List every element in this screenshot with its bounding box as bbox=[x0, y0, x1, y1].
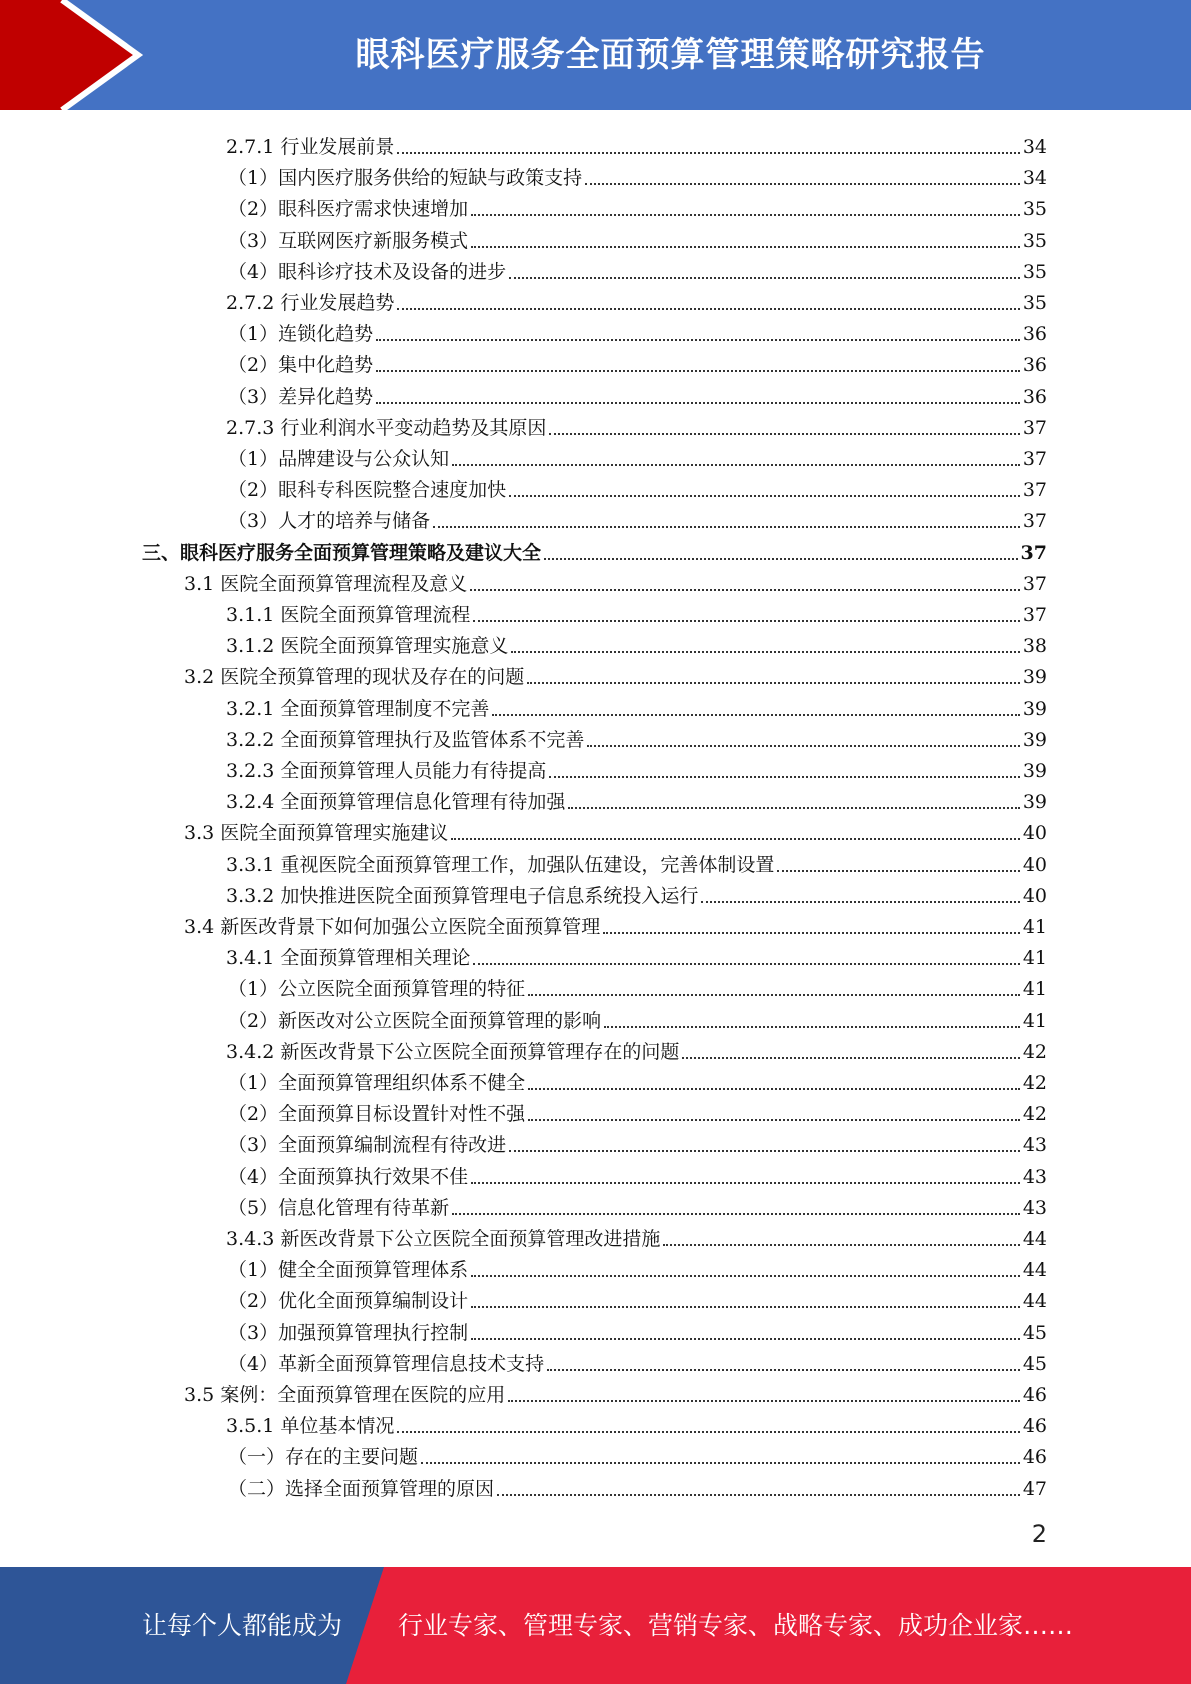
toc-dot-leader bbox=[603, 932, 1020, 934]
toc-entry-page: 42 bbox=[1022, 1072, 1047, 1094]
toc-entry[interactable] bbox=[228, 1314, 1047, 1345]
toc-entry-label: （2）新医改对公立医院全面预算管理的影响 bbox=[228, 1009, 602, 1032]
toc-entry[interactable] bbox=[228, 502, 1047, 533]
toc-entry[interactable] bbox=[226, 1407, 1047, 1438]
toc-entry-label: （2）优化全面预算编制设计 bbox=[228, 1290, 469, 1313]
toc-entry[interactable] bbox=[228, 378, 1047, 409]
toc-entry-page: 35 bbox=[1022, 229, 1047, 252]
toc-dot-leader bbox=[433, 526, 1020, 528]
toc-dot-leader bbox=[471, 214, 1020, 216]
toc-entry[interactable] bbox=[228, 1189, 1047, 1220]
footer-slogan-left: 让每个人都能成为 bbox=[142, 1611, 343, 1640]
header-arrow-icon bbox=[0, 0, 150, 110]
toc-dot-leader bbox=[528, 1088, 1020, 1090]
toc-entry[interactable] bbox=[184, 658, 1047, 689]
toc-entry-page: 39 bbox=[1022, 697, 1047, 720]
toc-entry-label: 3.4.1 全面预算管理相关理论 bbox=[226, 947, 471, 970]
toc-entry[interactable] bbox=[228, 1126, 1047, 1157]
toc-entry-page: 37 bbox=[1022, 448, 1047, 470]
toc-entry-label: （2）眼科专科医院整合速度加快 bbox=[228, 479, 507, 502]
toc-entry[interactable] bbox=[184, 908, 1047, 939]
toc-entry[interactable] bbox=[228, 970, 1047, 1001]
toc-entry[interactable] bbox=[226, 752, 1047, 783]
toc-entry-page: 41 bbox=[1022, 1009, 1047, 1032]
toc-entry-page: 41 bbox=[1022, 916, 1047, 938]
toc-entry-page: 37 bbox=[1022, 479, 1047, 502]
toc-dot-leader bbox=[492, 714, 1019, 716]
toc-dot-leader bbox=[376, 402, 1020, 404]
page-number: 2 bbox=[1031, 1520, 1047, 1548]
toc-entry-page: 36 bbox=[1022, 354, 1047, 377]
toc-entry-page: 44 bbox=[1022, 1290, 1047, 1313]
toc-entry[interactable] bbox=[226, 284, 1047, 315]
toc-entry-label: 3.1.2 医院全面预算管理实施意义 bbox=[226, 635, 509, 658]
toc-entry-page: 40 bbox=[1022, 884, 1047, 907]
toc-entry-page: 43 bbox=[1022, 1134, 1047, 1157]
toc-entry[interactable] bbox=[226, 721, 1047, 752]
toc-dot-leader bbox=[663, 1244, 1019, 1246]
toc-entry-label: 3.3.2 加快推进医院全面预算管理电子信息系统投入运行 bbox=[226, 884, 699, 907]
toc-entry-label: （2）全面预算目标设置针对性不强 bbox=[228, 1103, 526, 1126]
toc-entry-label: 3.1.1 医院全面预算管理流程 bbox=[226, 604, 471, 626]
toc-entry-label: （1）健全全面预算管理体系 bbox=[228, 1259, 469, 1282]
toc-entry-page: 44 bbox=[1022, 1228, 1047, 1250]
toc-entry[interactable] bbox=[228, 1282, 1047, 1313]
toc-entry-label: 2.7.1 行业发展前景 bbox=[226, 136, 395, 158]
toc-entry[interactable] bbox=[226, 877, 1047, 908]
toc-entry[interactable] bbox=[228, 315, 1047, 346]
toc-entry[interactable] bbox=[142, 534, 1047, 565]
toc-entry-label: 2.7.3 行业利润水平变动趋势及其原因 bbox=[226, 416, 547, 439]
toc-dot-leader bbox=[471, 1275, 1020, 1277]
toc-entry[interactable] bbox=[228, 1470, 1047, 1501]
toc-entry-page: 42 bbox=[1022, 1103, 1047, 1126]
toc-entry-page: 40 bbox=[1022, 853, 1047, 876]
toc-entry-page: 34 bbox=[1022, 167, 1047, 190]
toc-dot-leader bbox=[509, 277, 1020, 279]
toc-entry-label: （1）品牌建设与公众认知 bbox=[228, 448, 450, 470]
toc-entry-page: 36 bbox=[1022, 385, 1047, 408]
toc-entry-label: 3.5.1 单位基本情况 bbox=[226, 1415, 395, 1438]
toc-entry-label: （1）公立医院全面预算管理的特征 bbox=[228, 978, 526, 1001]
toc-dot-leader bbox=[549, 776, 1019, 778]
toc-dot-leader bbox=[452, 464, 1020, 466]
toc-dot-leader bbox=[473, 620, 1019, 622]
toc-entry-page: 40 bbox=[1022, 822, 1047, 845]
toc-entry-page: 43 bbox=[1022, 1165, 1047, 1188]
toc-entry[interactable] bbox=[228, 1002, 1047, 1033]
toc-dot-leader bbox=[682, 1057, 1019, 1059]
toc-entry-label: （2）眼科医疗需求快速增加 bbox=[228, 198, 469, 221]
toc-dot-leader bbox=[509, 495, 1020, 497]
toc-dot-leader bbox=[452, 1213, 1020, 1215]
toc-entry-label: 3.4.3 新医改背景下公立医院全面预算管理改进措施 bbox=[226, 1228, 661, 1250]
toc-entry-page: 41 bbox=[1022, 978, 1047, 1001]
toc-entry-label: （3）全面预算编制流程有待改进 bbox=[228, 1134, 507, 1157]
toc-entry-page: 46 bbox=[1022, 1415, 1047, 1438]
toc-entry[interactable] bbox=[228, 1345, 1047, 1376]
toc-dot-leader bbox=[376, 370, 1020, 372]
toc-dot-leader bbox=[568, 807, 1019, 809]
toc-entry-label: 3.2 医院全预算管理的现状及存在的问题 bbox=[184, 666, 525, 689]
toc-entry[interactable] bbox=[228, 1095, 1047, 1126]
toc-entry-page: 43 bbox=[1022, 1196, 1047, 1219]
toc-dot-leader bbox=[376, 339, 1020, 341]
toc-entry-label: （4）革新全面预算管理信息技术支持 bbox=[228, 1352, 545, 1375]
toc-entry[interactable] bbox=[228, 471, 1047, 502]
toc-entry[interactable] bbox=[184, 1376, 1047, 1407]
toc-entry-label: 3.1 医院全面预算管理流程及意义 bbox=[184, 572, 468, 595]
toc-entry-page: 35 bbox=[1022, 292, 1047, 314]
toc-entry-page: 45 bbox=[1022, 1352, 1047, 1375]
toc-entry-page: 41 bbox=[1022, 947, 1047, 970]
footer-banner bbox=[0, 1567, 1191, 1684]
toc-entry-page: 42 bbox=[1022, 1040, 1047, 1063]
toc-entry-label: （3）互联网医疗新服务模式 bbox=[228, 229, 469, 252]
toc-dot-leader bbox=[397, 152, 1019, 154]
toc-dot-leader bbox=[509, 1150, 1020, 1152]
toc-entry-label: （4）眼科诊疗技术及设备的进步 bbox=[228, 260, 507, 283]
toc-dot-leader bbox=[397, 308, 1019, 310]
toc-entry-label: 3.2.4 全面预算管理信息化管理有待加强 bbox=[226, 791, 566, 814]
toc-dot-leader bbox=[397, 1431, 1019, 1433]
toc-entry-page: 37 bbox=[1022, 604, 1047, 626]
toc-dot-leader bbox=[471, 246, 1020, 248]
toc-entry[interactable] bbox=[226, 128, 1047, 159]
toc-entry-page: 47 bbox=[1022, 1477, 1047, 1500]
toc-entry[interactable] bbox=[228, 1251, 1047, 1282]
toc-entry-page: 39 bbox=[1022, 728, 1047, 751]
toc-entry-label: 三、眼科医疗服务全面预算管理策略及建议大全 bbox=[142, 541, 542, 564]
toc-entry-page: 46 bbox=[1022, 1384, 1047, 1406]
toc-entry-page: 37 bbox=[1020, 541, 1047, 564]
toc-dot-leader bbox=[547, 1369, 1020, 1371]
toc-dot-leader bbox=[497, 1494, 1020, 1496]
toc-entry-label: （一）存在的主要问题 bbox=[228, 1446, 419, 1469]
toc-dot-leader bbox=[549, 433, 1019, 435]
toc-dot-leader bbox=[528, 994, 1020, 996]
toc-entry[interactable] bbox=[228, 222, 1047, 253]
toc-entry-label: 3.2.2 全面预算管理执行及监管体系不完善 bbox=[226, 728, 585, 751]
toc-dot-leader bbox=[701, 901, 1019, 903]
toc-entry-page: 44 bbox=[1022, 1259, 1047, 1282]
toc-entry[interactable] bbox=[226, 627, 1047, 658]
toc-dot-leader bbox=[473, 963, 1019, 965]
toc-entry[interactable] bbox=[226, 596, 1047, 627]
toc-entry-label: （二）选择全面预算管理的原因 bbox=[228, 1477, 495, 1500]
toc-entry-label: 2.7.2 行业发展趋势 bbox=[226, 292, 395, 314]
toc-entry-label: 3.4.2 新医改背景下公立医院全面预算管理存在的问题 bbox=[226, 1040, 680, 1063]
toc-entry-label: 3.5 案例：全面预算管理在医院的应用 bbox=[184, 1384, 506, 1406]
toc-entry-label: （3）差异化趋势 bbox=[228, 385, 374, 408]
toc-entry[interactable] bbox=[226, 409, 1047, 440]
toc-entry-page: 46 bbox=[1022, 1446, 1047, 1469]
toc-entry-label: （1）连锁化趋势 bbox=[228, 323, 374, 346]
toc-entry-label: 3.2.1 全面预算管理制度不完善 bbox=[226, 697, 490, 720]
toc-entry[interactable] bbox=[228, 440, 1047, 471]
toc-dot-leader bbox=[470, 589, 1020, 591]
toc-entry[interactable] bbox=[228, 346, 1047, 377]
toc-entry[interactable] bbox=[228, 1438, 1047, 1469]
toc-entry-label: 3.3.1 重视医院全面预算管理工作，加强队伍建设，完善体制设置 bbox=[226, 853, 775, 876]
toc-dot-leader bbox=[471, 1306, 1020, 1308]
document-title: 眼科医疗服务全面预算管理策略研究报告 bbox=[355, 35, 986, 75]
toc-dot-leader bbox=[587, 745, 1019, 747]
toc-dot-leader bbox=[777, 870, 1019, 872]
toc-entry[interactable] bbox=[184, 814, 1047, 845]
toc-entry-page: 39 bbox=[1022, 791, 1047, 814]
toc-entry-page: 37 bbox=[1022, 510, 1047, 533]
toc-entry[interactable] bbox=[226, 939, 1047, 970]
toc-entry-page: 37 bbox=[1022, 572, 1047, 595]
header-bar bbox=[0, 0, 1191, 110]
toc-entry-label: 3.3 医院全面预算管理实施建议 bbox=[184, 822, 449, 845]
toc-dot-leader bbox=[511, 651, 1019, 653]
toc-dot-leader bbox=[471, 1338, 1020, 1340]
toc-entry-label: （3）人才的培养与储备 bbox=[228, 510, 431, 533]
toc-dot-leader bbox=[544, 558, 1018, 560]
toc-entry[interactable] bbox=[228, 190, 1047, 221]
toc-entry-label: （3）加强预算管理执行控制 bbox=[228, 1321, 469, 1344]
toc-entry[interactable] bbox=[228, 1064, 1047, 1095]
toc-entry[interactable] bbox=[228, 159, 1047, 190]
toc-entry-page: 34 bbox=[1022, 136, 1047, 158]
toc-entry[interactable] bbox=[228, 253, 1047, 284]
toc-entry-page: 35 bbox=[1022, 260, 1047, 283]
toc-dot-leader bbox=[508, 1400, 1020, 1402]
toc-dot-leader bbox=[451, 838, 1020, 840]
toc-entry[interactable] bbox=[228, 1158, 1047, 1189]
toc-entry[interactable] bbox=[226, 783, 1047, 814]
toc-dot-leader bbox=[421, 1462, 1020, 1464]
toc-dot-leader bbox=[527, 682, 1020, 684]
toc-dot-leader bbox=[471, 1182, 1020, 1184]
toc-entry-label: 3.2.3 全面预算管理人员能力有待提高 bbox=[226, 760, 547, 782]
toc-entry-label: （1）国内医疗服务供给的短缺与政策支持 bbox=[228, 167, 583, 190]
toc-entry-label: （1）全面预算管理组织体系不健全 bbox=[228, 1072, 526, 1094]
toc-entry[interactable] bbox=[226, 1220, 1047, 1251]
toc-dot-leader bbox=[585, 183, 1020, 185]
toc-entry[interactable] bbox=[226, 690, 1047, 721]
toc-entry-page: 39 bbox=[1022, 666, 1047, 689]
toc-entry-page: 35 bbox=[1022, 198, 1047, 221]
toc-entry[interactable] bbox=[226, 846, 1047, 877]
toc-entry-page: 37 bbox=[1022, 416, 1047, 439]
toc-entry-page: 45 bbox=[1022, 1321, 1047, 1344]
toc-entry-label: （5）信息化管理有待革新 bbox=[228, 1196, 450, 1219]
footer-slogan-right: 行业专家、管理专家、营销专家、战略专家、成功企业家…… bbox=[398, 1611, 1074, 1640]
toc-entry-label: （4）全面预算执行效果不佳 bbox=[228, 1165, 469, 1188]
toc-entry[interactable] bbox=[226, 1033, 1047, 1064]
toc-dot-leader bbox=[528, 1119, 1020, 1121]
toc-entry[interactable] bbox=[184, 565, 1047, 596]
toc-entry-label: 3.4 新医改背景下如何加强公立医院全面预算管理 bbox=[184, 916, 601, 938]
toc-entry-page: 36 bbox=[1022, 323, 1047, 346]
toc-entry-label: （2）集中化趋势 bbox=[228, 354, 374, 377]
toc-entry-page: 39 bbox=[1022, 760, 1047, 782]
toc-entry-page: 38 bbox=[1022, 635, 1047, 658]
toc-dot-leader bbox=[604, 1026, 1020, 1028]
